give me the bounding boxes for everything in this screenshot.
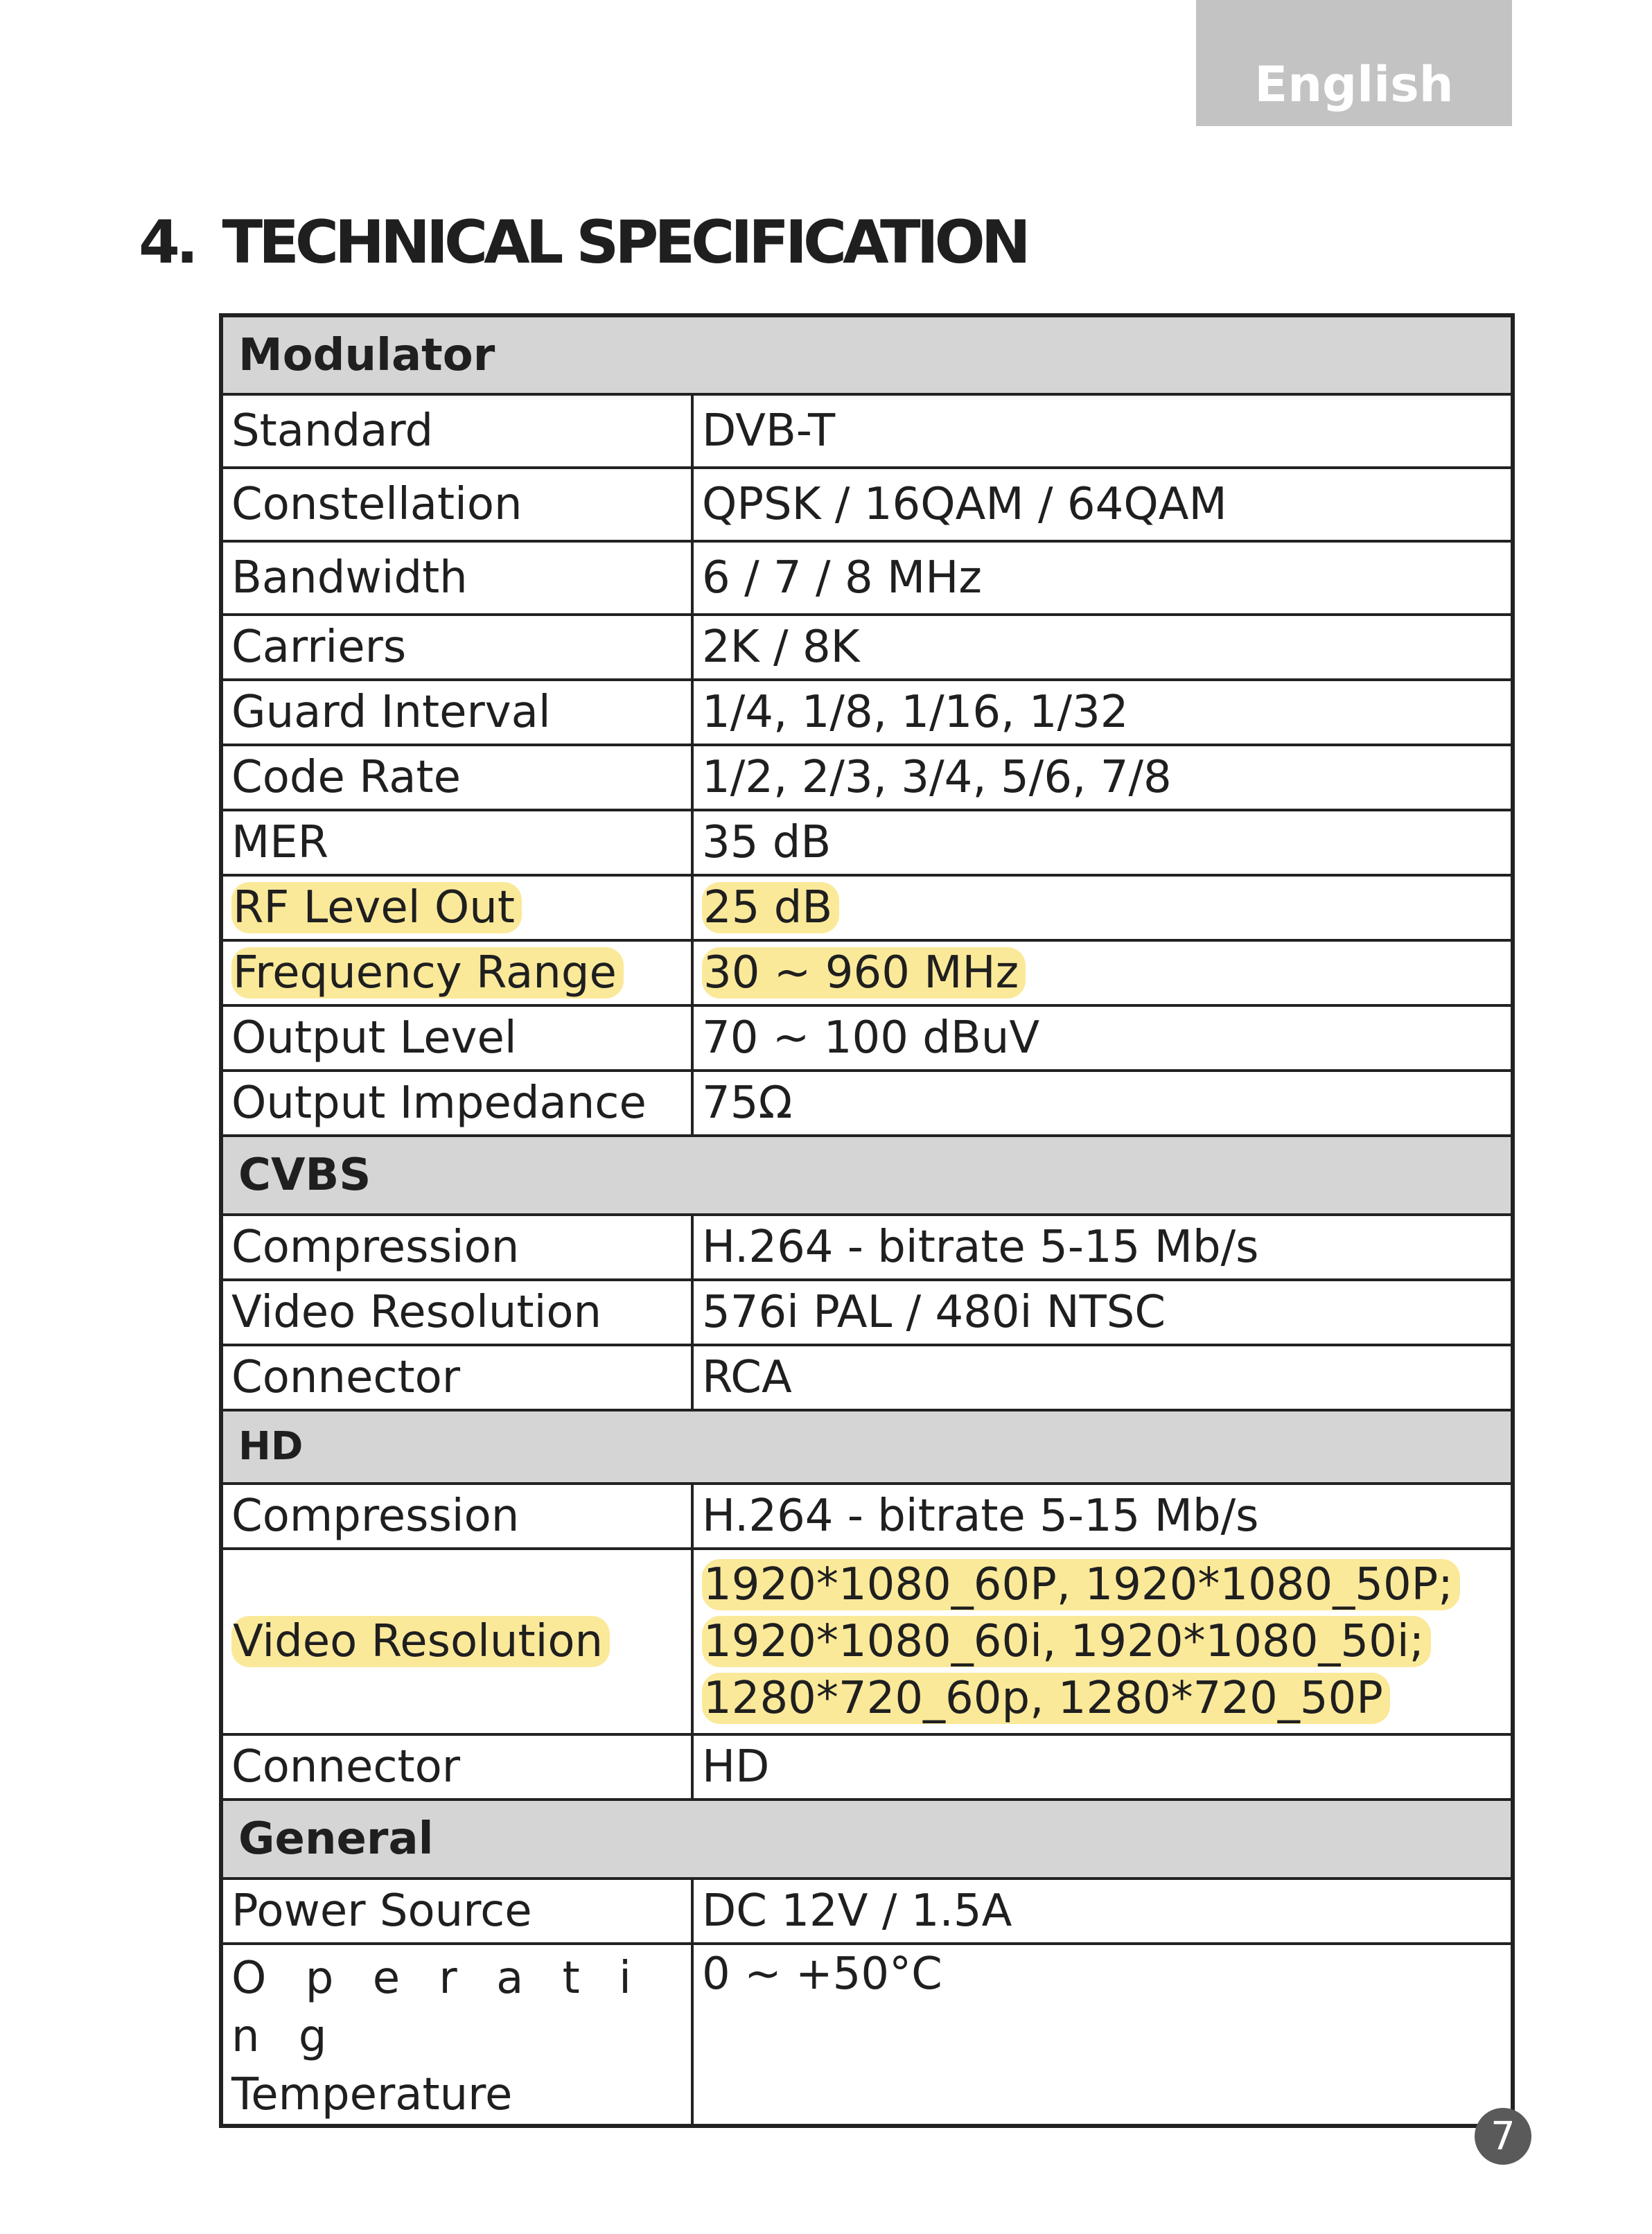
spec-row [221,1215,1513,1280]
spec-label: Output Impedance [221,1071,692,1136]
spec-row [221,615,1513,680]
spec-label: Code Rate [221,745,692,810]
spec-value: 35 dB [692,810,1513,875]
spec-value: RCA [692,1345,1513,1410]
heading-number: 4. [139,208,195,277]
spec-value: 70 ~ 100 dBuV [692,1005,1513,1071]
spec-label: Compression [221,1215,692,1280]
spec-row [221,394,1513,468]
spec-label: Compression [221,1484,692,1549]
spec-table [219,313,1515,2128]
spec-label: MER [221,810,692,875]
highlight-mark: RF Level Out [231,882,522,933]
spec-label [221,1549,692,1734]
spec-value [692,940,1513,1005]
spec-label: Standard [221,394,692,468]
highlight-mark: 1920*1080_60i, 1920*1080_50i; [702,1616,1431,1667]
section-row-general [221,1800,1513,1879]
section-title: General [221,1800,1513,1879]
spec-value: DVB-T [692,394,1513,468]
spec-label [221,940,692,1005]
spec-value: 75Ω [692,1071,1513,1136]
highlight-mark: 30 ~ 960 MHz [702,947,1026,999]
spec-value: HD [692,1734,1513,1800]
spec-row-highlighted [221,875,1513,940]
spec-value: 2K / 8K [692,615,1513,680]
spec-value: H.264 - bitrate 5-15 Mb/s [692,1484,1513,1549]
highlight-mark: Frequency Range [231,947,624,999]
spec-value: 1/4, 1/8, 1/16, 1/32 [692,680,1513,745]
spec-row [221,680,1513,745]
spec-value: 576i PAL / 480i NTSC [692,1280,1513,1345]
spec-row [221,468,1513,541]
spec-row [221,1944,1513,2126]
label-line: O p e r a t i n g [231,1953,644,2062]
page-heading [139,208,1027,277]
section-row-cvbs [221,1136,1513,1215]
spec-label [221,1944,692,2126]
spec-value [692,1549,1513,1734]
section-title: CVBS [221,1136,1513,1215]
label-line: Temperature [231,2069,513,2120]
spec-value: H.264 - bitrate 5-15 Mb/s [692,1215,1513,1280]
spec-label: Carriers [221,615,692,680]
spec-value: 0 ~ +50°C [692,1944,1513,2126]
highlight-mark: 1920*1080_60P, 1920*1080_50P; [702,1559,1460,1610]
section-row-hd [221,1410,1513,1484]
spec-row-highlighted [221,1549,1513,1734]
highlight-mark: 25 dB [702,882,839,933]
spec-row [221,1484,1513,1549]
spec-row [221,1071,1513,1136]
spec-row [221,810,1513,875]
spec-label: Video Resolution [221,1280,692,1345]
spec-value: DC 12V / 1.5A [692,1879,1513,1944]
spec-value [692,875,1513,940]
spec-row-highlighted [221,940,1513,1005]
spec-label: Output Level [221,1005,692,1071]
highlight-mark: Video Resolution [231,1616,610,1667]
heading-title: TECHNICAL SPECIFICATION [222,208,1027,277]
spec-row [221,541,1513,615]
spec-row [221,1734,1513,1800]
spec-row [221,1280,1513,1345]
spec-value: QPSK / 16QAM / 64QAM [692,468,1513,541]
section-title: HD [221,1410,1513,1484]
spec-label: Connector [221,1345,692,1410]
spec-label: Guard Interval [221,680,692,745]
spec-row [221,1345,1513,1410]
spec-label [221,875,692,940]
spec-row [221,1005,1513,1071]
section-title: Modulator [221,315,1513,394]
spec-label: Constellation [221,468,692,541]
language-tab: English [1196,0,1512,126]
spec-label: Connector [221,1734,692,1800]
spec-label: Bandwidth [221,541,692,615]
section-row-modulator [221,315,1513,394]
spec-value: 1/2, 2/3, 3/4, 5/6, 7/8 [692,745,1513,810]
spec-row [221,745,1513,810]
highlight-mark: 1280*720_60p, 1280*720_50P [702,1673,1390,1724]
spec-row [221,1879,1513,1944]
spec-value: 6 / 7 / 8 MHz [692,541,1513,615]
page-number-badge: 7 [1475,2108,1531,2165]
spec-label: Power Source [221,1879,692,1944]
